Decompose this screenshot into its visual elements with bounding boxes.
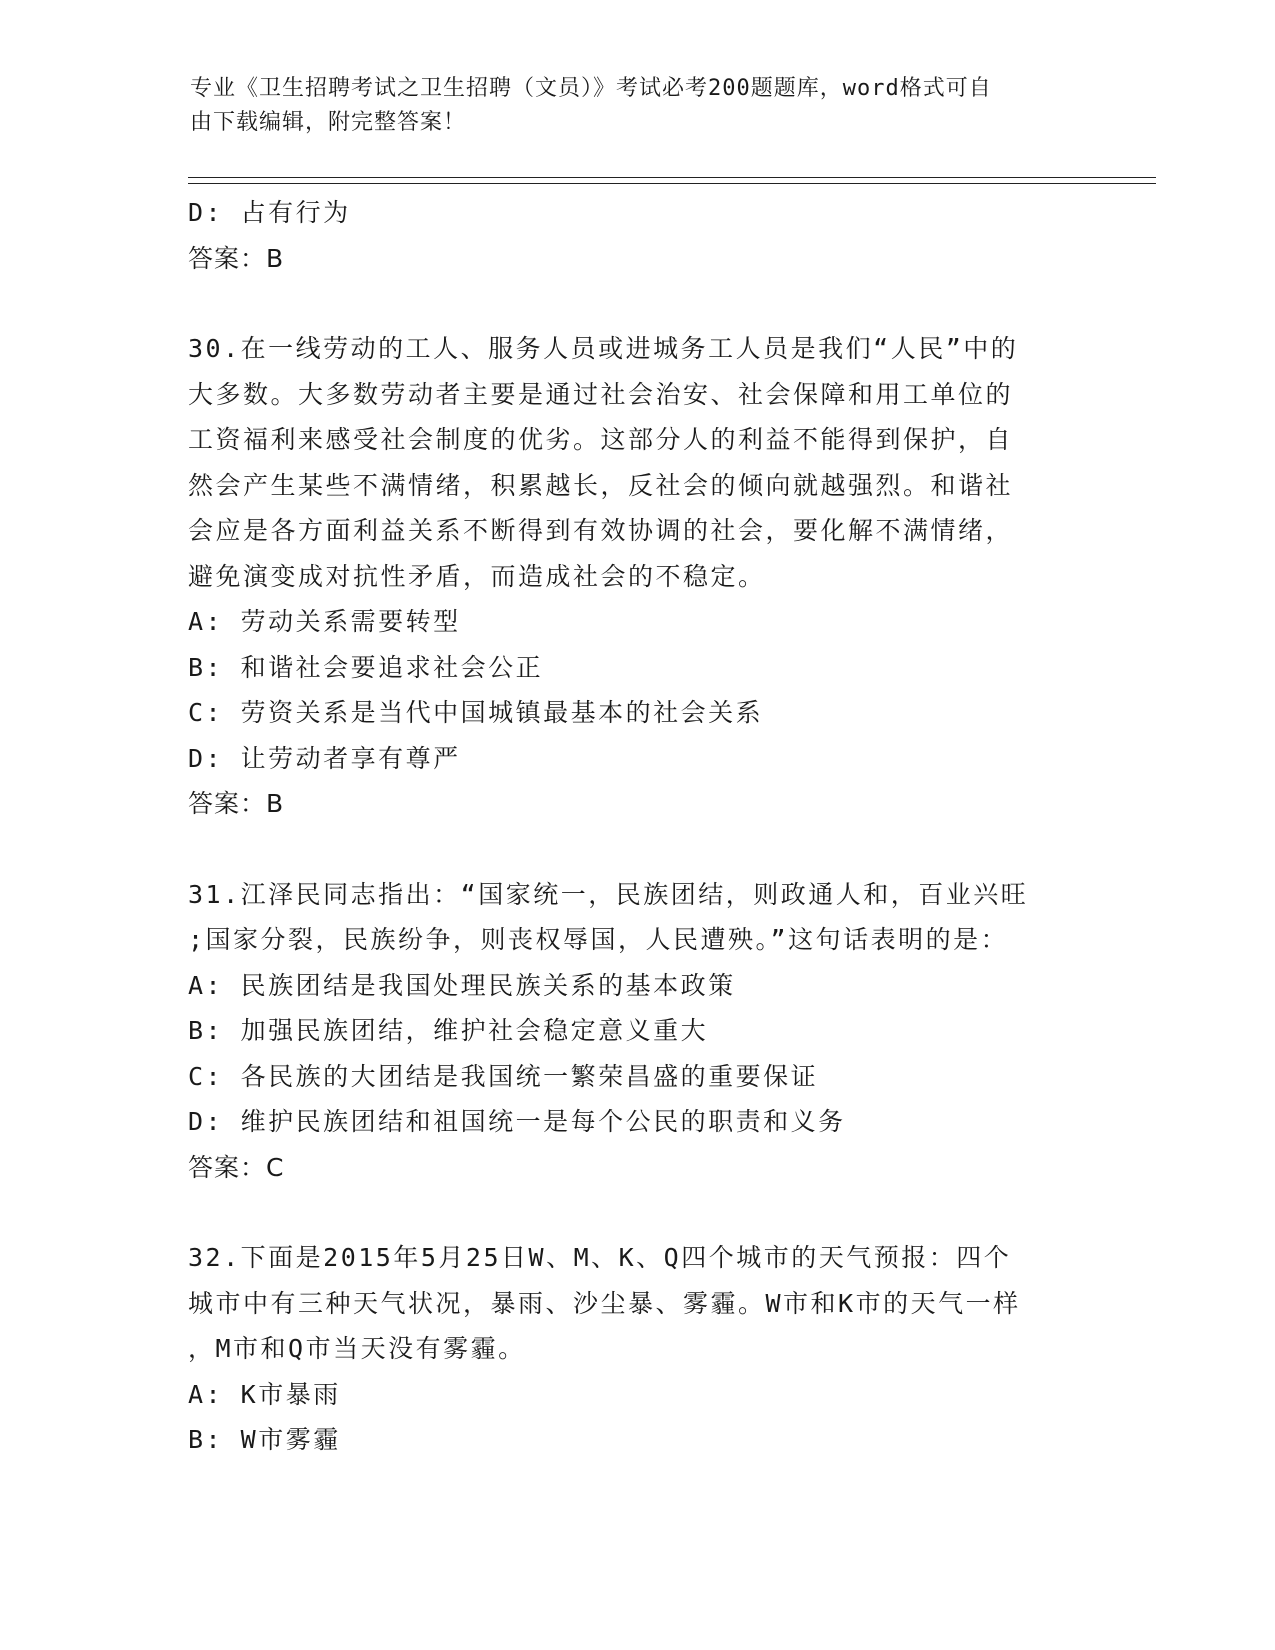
answer-line: 答案：B — [188, 243, 285, 273]
header-line-1: 专业《卫生招聘考试之卫生招聘（文员）》考试必考200题题库，word格式可自 — [190, 76, 992, 101]
option-b: B: W市雾霾 — [188, 1425, 341, 1454]
answer-line: 答案：C — [188, 1152, 285, 1182]
option-b: B: 和谐社会要追求社会公正 — [188, 652, 544, 682]
stem-line: 会应是各方面利益关系不断得到有效协调的社会，要化解不满情绪， — [188, 516, 1014, 545]
stem-line: 大多数。大多数劳动者主要是通过社会治安、社会保障和用工单位的 — [188, 379, 1014, 409]
option-c: C: 各民族的大团结是我国统一繁荣昌盛的重要保证 — [188, 1061, 819, 1091]
stem-line: 避免演变成对抗性矛盾，而造成社会的不稳定。 — [188, 561, 766, 591]
option-d: D: 让劳动者享有尊严 — [188, 743, 461, 773]
option-d: D: 维护民族团结和祖国统一是每个公民的职责和义务 — [188, 1107, 846, 1136]
page-header — [190, 72, 1090, 140]
option-c: C: 劳资关系是当代中国城镇最基本的社会关系 — [188, 698, 764, 727]
question-stem — [188, 1235, 1088, 1372]
option-d: D: 占有行为 — [188, 198, 351, 227]
header-rule-top — [188, 177, 1156, 178]
stem-line: 然会产生某些不满情绪，积累越长，反社会的倾向就越强烈。和谐社 — [188, 470, 1014, 500]
stem-line: 32.下面是2015年5月25日W、M、K、Q四个城市的天气预报：四个 — [188, 1243, 1012, 1272]
stem-line: ;国家分裂，民族纷争，则丧权辱国，人民遭殃。”这句话表明的是： — [188, 925, 1009, 954]
stem-line: 城市中有三种天气状况，暴雨、沙尘暴、雾霾。W市和K市的天气一样 — [188, 1288, 1021, 1318]
header-line-2: 由下载编辑，附完整答案！ — [190, 110, 467, 135]
stem-line: 30.在一线劳动的工人、服务人员或进城务工人员是我们“人民”中的 — [188, 334, 1019, 363]
question-item — [188, 326, 1088, 827]
question-item — [188, 872, 1088, 1191]
question-list — [188, 190, 1088, 1463]
header-rule-bottom — [188, 183, 1156, 184]
question-stem — [188, 326, 1088, 599]
stem-line: 工资福利来感受社会制度的优劣。这部分人的利益不能得到保护，自 — [188, 425, 1014, 454]
answer-line: 答案：B — [188, 789, 285, 818]
option-a: A: 劳动关系需要转型 — [188, 607, 461, 636]
stem-line: ，M市和Q市当天没有雾霾。 — [188, 1334, 526, 1363]
question-stem — [188, 872, 1088, 963]
option-b: B: 加强民族团结，维护社会稳定意义重大 — [188, 1016, 709, 1045]
option-a: A: 民族团结是我国处理民族关系的基本政策 — [188, 970, 736, 1000]
option-a: A: K市暴雨 — [188, 1379, 341, 1409]
prev-question-tail — [188, 190, 1088, 281]
question-item — [188, 1235, 1088, 1463]
stem-line: 31.江泽民同志指出：“国家统一，民族团结，则政通人和，百业兴旺 — [188, 879, 1029, 909]
